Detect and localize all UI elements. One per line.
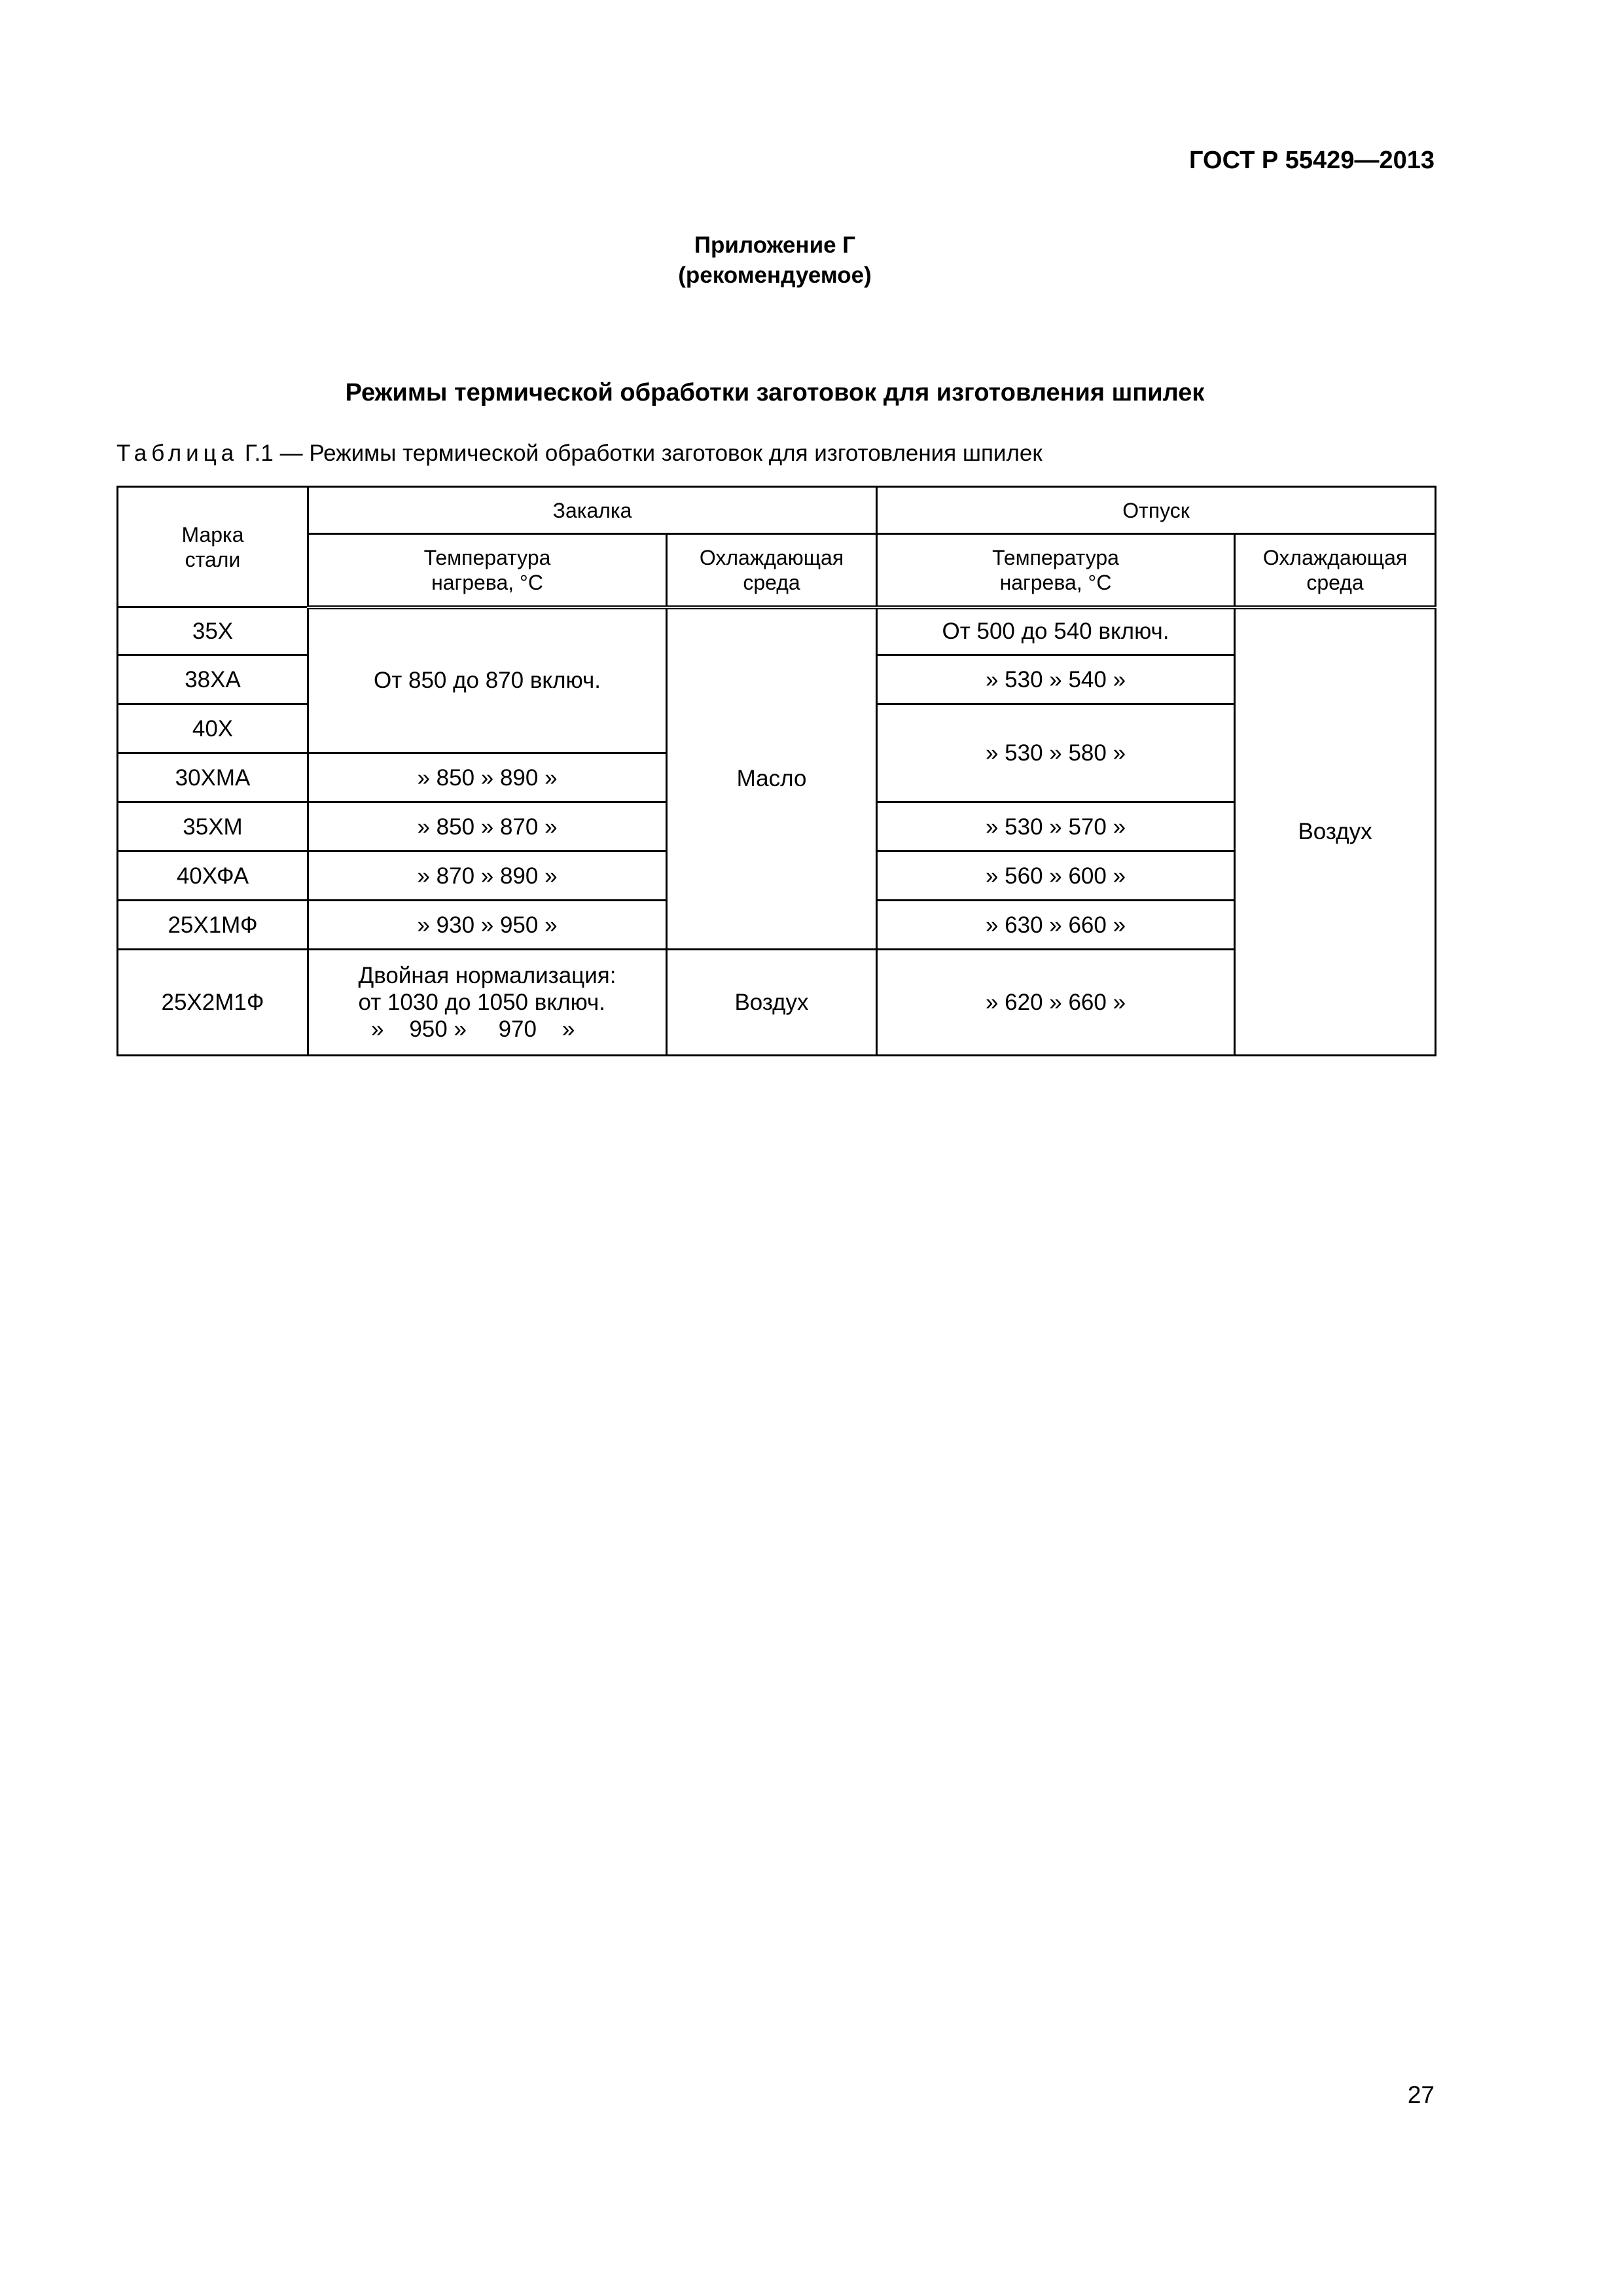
cell-temper-temp: » 620 » 660 » <box>877 950 1235 1056</box>
cell-grade: 40Х <box>118 704 308 753</box>
appendix-subtitle: (рекомендуемое) <box>678 262 872 288</box>
header-quench-heating-temp: Температура нагрева, °С <box>308 534 667 607</box>
table-caption <box>116 439 1043 469</box>
cell-grade: 35Х <box>118 607 308 655</box>
section-title: Режимы термической обработки заготовок для изготовления шпилек <box>345 379 1205 406</box>
appendix-title: Приложение Г <box>694 232 856 258</box>
cell-temper-temp: От 500 до 540 включ. <box>877 607 1235 655</box>
cell-temper-temp: » 530 » 570 » <box>877 802 1235 852</box>
cell-grade: 38ХА <box>118 655 308 704</box>
cell-quench-temp: От 850 до 870 включ. <box>308 607 667 753</box>
ditto-line: » 950 » 970 » <box>370 1016 575 1042</box>
header-temper-cooling-medium: Охлаждающая среда <box>1235 534 1436 607</box>
table-caption-prefix: Таблица <box>116 440 239 466</box>
cell-quench-temp: » 930 » 950 » <box>308 901 667 950</box>
cell-quench-temp: » 870 » 890 » <box>308 852 667 901</box>
table-caption-number: Г.1 <box>244 440 274 466</box>
document-code: ГОСТ Р 55429—2013 <box>1189 147 1435 174</box>
table-caption-text: Режимы термической обработки заготовок для изготовления шпилек <box>309 440 1043 466</box>
table-row <box>118 607 1436 655</box>
cell-quench-medium-oil: Масло <box>667 607 877 950</box>
cell-temper-temp: » 560 » 600 » <box>877 852 1235 901</box>
cell-grade: 25Х1МФ <box>118 901 308 950</box>
header-quenching: Закалка <box>308 487 877 534</box>
header-quench-cooling-medium: Охлаждающая среда <box>667 534 877 607</box>
cell-grade: 40ХФА <box>118 852 308 901</box>
cell-grade: 30ХМА <box>118 753 308 802</box>
cell-temper-medium-air: Воздух <box>1235 607 1436 1056</box>
cell-grade: 35ХМ <box>118 802 308 852</box>
cell-temper-temp: » 630 » 660 » <box>877 901 1235 950</box>
cell-quench-temp-normalization: Двойная нормализация: от 1030 до 1050 включ. » 950 » 970 » <box>308 950 667 1056</box>
cell-quench-medium-air: Воздух <box>667 950 877 1056</box>
cell-temper-temp: » 530 » 540 » <box>877 655 1235 704</box>
cell-temper-temp: » 530 » 580 » <box>877 704 1235 802</box>
cell-quench-temp: » 850 » 870 » <box>308 802 667 852</box>
page-number: 27 <box>1407 2081 1435 2108</box>
cell-quench-temp: » 850 » 890 » <box>308 753 667 802</box>
cell-grade: 25Х2М1Ф <box>118 950 308 1056</box>
table-caption-dash: — <box>279 440 303 466</box>
heat-treatment-table <box>116 486 1436 1056</box>
header-steel-grade: Марка стали <box>118 487 308 607</box>
appendix-heading <box>0 230 1550 291</box>
header-temper-heating-temp: Температура нагрева, °С <box>877 534 1235 607</box>
header-tempering: Отпуск <box>877 487 1436 534</box>
